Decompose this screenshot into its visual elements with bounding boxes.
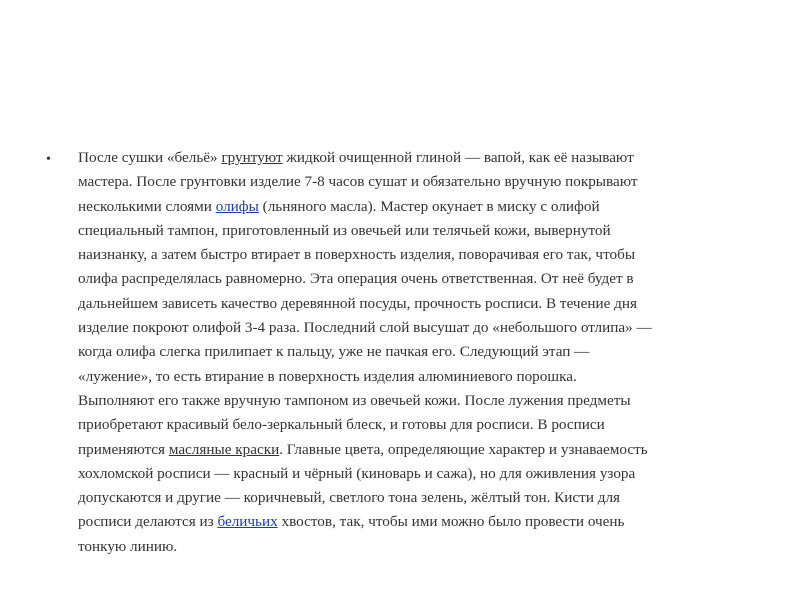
text-line: специальный тампон, приготовленный из овечьей или телячьей кожи, вывернутой: [78, 221, 611, 239]
text-span: (льняного масла). Мастер окунает в миску с олифой: [258, 197, 600, 215]
text-span: . Главные цвета, определяющие характер и узнаваемость: [279, 440, 648, 458]
body-paragraph: [78, 146, 758, 559]
text-line: изделие покроют олифой 3-4 раза. Последний слой высушат до «небольшого отлипа» —: [78, 319, 652, 337]
bullet-marker: •: [46, 152, 51, 167]
text-line: [78, 510, 758, 534]
text-line: Выполняют его также вручную тампоном из овечьей кожи. После лужения предметы: [78, 391, 631, 409]
text-line: дальнейшем зависеть качество деревянной посуды, прочность росписи. В течение дня: [78, 294, 637, 312]
text-line: мастера. После грунтовки изделие 7-8 часов сушат и обязательно вручную покрывают: [78, 173, 638, 191]
text-line: олифа распределялась равномерно. Эта операция очень ответственная. От неё будет в: [78, 270, 634, 288]
text-line: наизнанку, а затем быстро втирает в поверхность изделия, поворачивая его так, чтобы: [78, 246, 636, 264]
link-olify[interactable]: олифы: [215, 197, 259, 215]
text-span: применяются: [78, 440, 169, 458]
text-span: несколькими слоями: [78, 197, 216, 215]
text-line: тонкую линию.: [78, 537, 178, 555]
text-line: [78, 195, 758, 219]
text-line: допускаются и другие — коричневый, светлого тона зелень, жёлтый тон. Кисти для: [78, 489, 621, 507]
text-line: хохломской росписи — красный и чёрный (киноварь и сажа), но для оживления узора: [78, 464, 636, 482]
link-belichikh[interactable]: беличьих: [217, 513, 278, 531]
text-line: приобретают красивый бело-зеркальный блеск, и готовы для росписи. В росписи: [78, 416, 605, 434]
text-span: жидкой очищенной глиной — вапой, как её называют: [282, 149, 634, 166]
text-line: «лужение», то есть втирание в поверхность изделия алюминиевого порошка.: [78, 367, 577, 385]
text-span: После сушки «бельё»: [78, 149, 222, 166]
text-span: росписи делаются из: [78, 513, 218, 531]
text-line: [78, 438, 758, 462]
link-gruntuyut[interactable]: грунтуют: [221, 149, 283, 166]
text-line: [78, 146, 758, 170]
link-maslyanye-kraski[interactable]: масляные краски: [168, 440, 280, 458]
text-span: хвостов, так, чтобы ими можно было провести очень: [277, 513, 625, 531]
text-line: когда олифа слегка прилипает к пальцу, уже не пачкая его. Следующий этап —: [78, 343, 590, 361]
